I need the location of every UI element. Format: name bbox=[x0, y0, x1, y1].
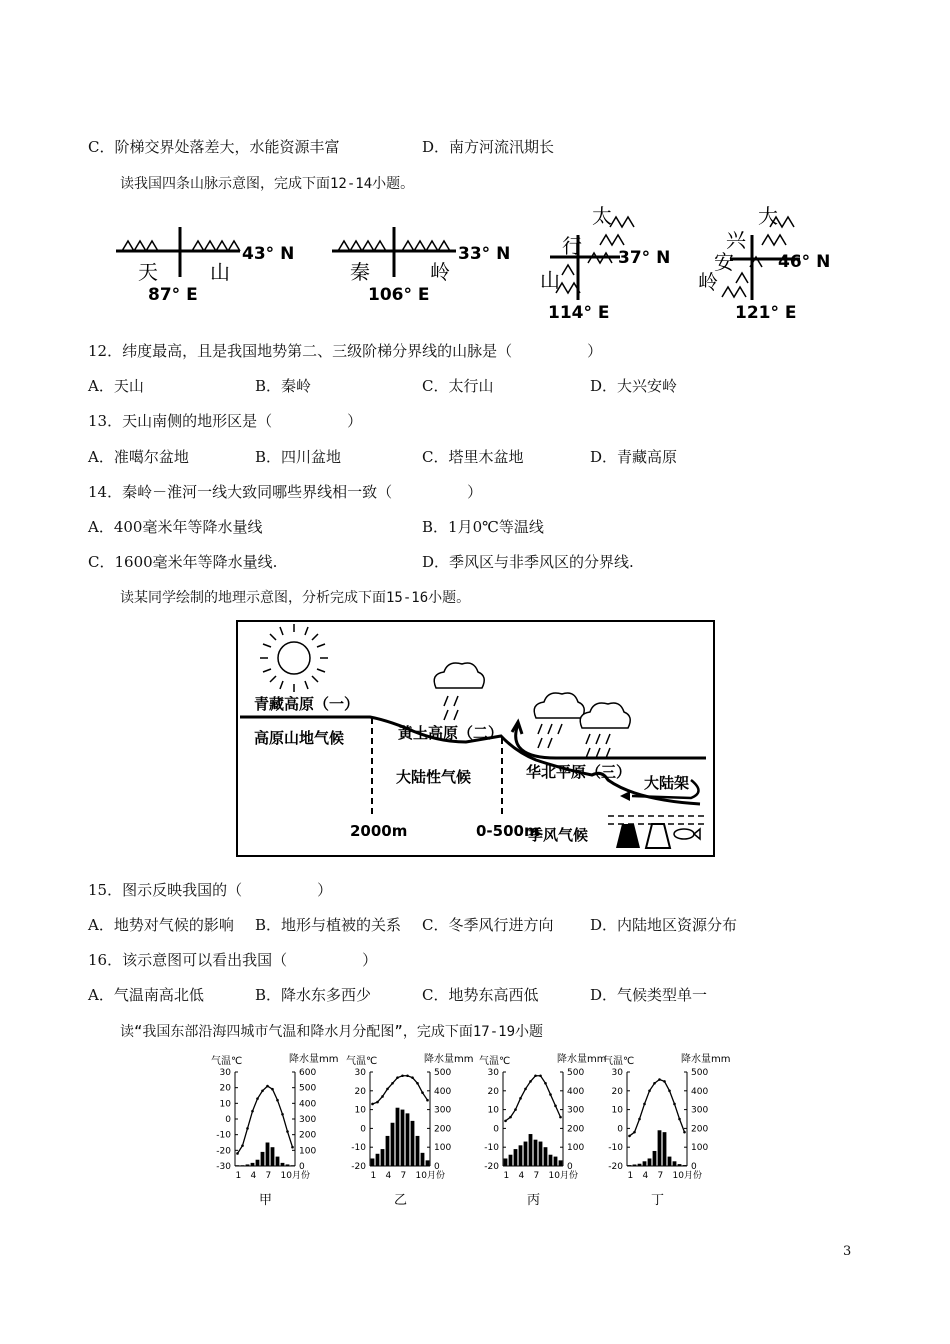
q13-stem: 13．天山南侧的地形区是（ ） bbox=[88, 412, 363, 430]
label-plateau-1: 青藏高原（一） bbox=[254, 695, 360, 713]
temp-point bbox=[281, 1113, 284, 1116]
temp-axis-label: 气温℃ bbox=[211, 1056, 243, 1067]
temp-tick-label: 10 bbox=[611, 1105, 623, 1116]
q15-option-c: C．冬季风行进方向 bbox=[422, 916, 554, 934]
label-climate-2: 大陆性气候 bbox=[396, 768, 472, 786]
intro-17-19: 读“我国东部沿海四城市气温和降水月分配图”，完成下面17-19小题 bbox=[120, 1024, 543, 1040]
temp-line bbox=[630, 1080, 685, 1136]
precip-bar bbox=[653, 1151, 657, 1166]
q14-option-a: A．400毫米年等降水量线 bbox=[88, 518, 263, 536]
precip-tick-label: 300 bbox=[434, 1105, 452, 1116]
temp-point bbox=[371, 1103, 374, 1106]
temp-tick-label: 10 bbox=[354, 1105, 366, 1116]
taihang-label-2: 行 bbox=[562, 234, 582, 258]
precip-tick-label: 0 bbox=[567, 1162, 573, 1172]
climate-chart-2 bbox=[346, 1052, 473, 1208]
precip-bar bbox=[514, 1149, 518, 1166]
temp-point bbox=[406, 1074, 409, 1077]
precip-bar bbox=[391, 1123, 395, 1166]
precip-bar bbox=[291, 1165, 295, 1166]
precip-bar bbox=[381, 1149, 385, 1166]
temp-point bbox=[559, 1116, 562, 1119]
precip-tick-label: 200 bbox=[691, 1124, 709, 1135]
precip-bar bbox=[256, 1160, 260, 1166]
q12-stem: 12．纬度最高，且是我国地势第二、三级阶梯分界线的山脉是（ ） bbox=[88, 342, 603, 360]
q14-option-d: D．季风区与非季风区的分界线. bbox=[422, 553, 634, 571]
temp-tick-label: 0 bbox=[617, 1124, 623, 1135]
precip-tick-label: 300 bbox=[567, 1105, 585, 1116]
precip-bar bbox=[663, 1132, 667, 1166]
temp-point bbox=[658, 1078, 661, 1081]
precip-bar bbox=[628, 1165, 632, 1166]
temp-tick-label: -10 bbox=[351, 1143, 366, 1154]
q12-option-d: D．大兴安岭 bbox=[590, 377, 678, 395]
chart-title: 甲 bbox=[259, 1193, 273, 1208]
precip-bar bbox=[519, 1145, 523, 1166]
temp-point bbox=[401, 1074, 404, 1077]
precip-bar bbox=[271, 1147, 275, 1166]
label-shelf: 大陆架 bbox=[644, 774, 690, 792]
temp-point bbox=[421, 1091, 424, 1094]
q16-option-a: A．气温南高北低 bbox=[88, 986, 204, 1004]
precip-bar bbox=[554, 1157, 558, 1166]
precip-bar bbox=[683, 1165, 687, 1166]
temp-point bbox=[514, 1108, 517, 1111]
precip-tick-label: 400 bbox=[691, 1086, 709, 1097]
label-climate-1: 高原山地气候 bbox=[254, 729, 345, 747]
q16-option-d: D．气候类型单一 bbox=[590, 986, 708, 1004]
temp-point bbox=[376, 1101, 379, 1104]
temp-point bbox=[291, 1146, 294, 1149]
temp-point bbox=[271, 1088, 274, 1091]
temp-point bbox=[668, 1090, 671, 1093]
precip-tick-label: 500 bbox=[299, 1083, 317, 1094]
qinling-label-1: 秦 bbox=[350, 260, 370, 284]
temp-tick-label: 20 bbox=[611, 1086, 623, 1097]
temp-tick-label: -20 bbox=[351, 1162, 366, 1172]
precip-axis-label: 降水量mm bbox=[289, 1054, 339, 1065]
x-tick-label: 7 bbox=[265, 1171, 272, 1181]
temp-point bbox=[554, 1105, 557, 1108]
temp-point bbox=[241, 1144, 244, 1147]
temp-point bbox=[638, 1118, 641, 1121]
q15-stem: 15．图示反映我国的（ ） bbox=[88, 881, 333, 899]
tianshan-lat: 43° N bbox=[242, 244, 295, 264]
chart-title: 丁 bbox=[651, 1193, 665, 1208]
x-tick-label: 7 bbox=[533, 1171, 540, 1181]
qinling-lat: 33° N bbox=[458, 244, 511, 264]
label-plateau-2: 黄土高原（二） bbox=[398, 724, 504, 742]
precip-bar bbox=[648, 1158, 652, 1166]
x-tick-label: 1 bbox=[627, 1171, 634, 1181]
precip-bar bbox=[261, 1152, 265, 1166]
x-tick-label: 4 bbox=[642, 1171, 649, 1181]
x-tick-label: 7 bbox=[657, 1171, 664, 1181]
temp-tick-label: -20 bbox=[216, 1146, 231, 1157]
temp-tick-label: 30 bbox=[487, 1068, 499, 1078]
precip-bar bbox=[668, 1157, 672, 1166]
mountain-ranges-figure bbox=[110, 205, 840, 325]
temp-tick-label: 30 bbox=[611, 1068, 623, 1078]
temp-tick-label: -20 bbox=[484, 1162, 499, 1172]
temp-tick-label: 30 bbox=[219, 1068, 231, 1078]
x-tick-label: 1 bbox=[370, 1171, 377, 1181]
precip-bar bbox=[276, 1157, 280, 1166]
q16-option-c: C．地势东高西低 bbox=[422, 986, 539, 1004]
dxal-label-1: 大 bbox=[758, 205, 778, 228]
temp-point bbox=[673, 1103, 676, 1106]
temp-point bbox=[246, 1127, 249, 1130]
precip-tick-label: 200 bbox=[434, 1124, 452, 1135]
climate-chart-4 bbox=[603, 1052, 730, 1208]
prev-option-d: D．南方河流汛期长 bbox=[422, 138, 555, 156]
precip-tick-label: 200 bbox=[299, 1130, 317, 1141]
taihang-label-3: 山 bbox=[540, 268, 560, 292]
precip-bar bbox=[246, 1164, 250, 1166]
precip-bar bbox=[251, 1163, 255, 1166]
precip-tick-label: 600 bbox=[299, 1068, 317, 1078]
temp-point bbox=[251, 1110, 254, 1113]
temp-point bbox=[524, 1088, 527, 1091]
temp-point bbox=[391, 1082, 394, 1085]
temp-axis-label: 气温℃ bbox=[603, 1056, 635, 1067]
chart-title: 丙 bbox=[527, 1193, 541, 1208]
q15-option-a: A．地势对气候的影响 bbox=[88, 916, 234, 934]
temp-point bbox=[261, 1090, 264, 1093]
dxal-lat: 46° N bbox=[778, 252, 831, 272]
x-tick-label: 4 bbox=[385, 1171, 392, 1181]
temp-point bbox=[539, 1074, 542, 1077]
q16-option-b: B．降水东多西少 bbox=[255, 986, 372, 1004]
precip-tick-label: 100 bbox=[434, 1143, 452, 1154]
temp-point bbox=[683, 1131, 686, 1134]
q14-option-c: C．1600毫米年等降水量线. bbox=[88, 553, 278, 571]
precip-tick-label: 100 bbox=[567, 1143, 585, 1154]
precip-bar bbox=[386, 1136, 390, 1166]
temp-point bbox=[534, 1074, 537, 1077]
precip-tick-label: 200 bbox=[567, 1124, 585, 1135]
precip-axis-label: 降水量mm bbox=[557, 1054, 607, 1065]
precip-tick-label: 500 bbox=[434, 1068, 452, 1078]
temp-tick-label: -10 bbox=[216, 1130, 231, 1141]
temp-line bbox=[506, 1076, 561, 1121]
precip-axis-label: 降水量mm bbox=[681, 1054, 731, 1065]
precip-tick-label: 0 bbox=[299, 1162, 305, 1172]
temp-point bbox=[529, 1080, 532, 1083]
temp-point bbox=[236, 1152, 239, 1155]
x-tick-label: 4 bbox=[250, 1171, 257, 1181]
precip-bar bbox=[281, 1163, 285, 1166]
x-tick-label: 10月份 bbox=[280, 1171, 310, 1181]
temp-tick-label: -30 bbox=[216, 1162, 231, 1172]
precip-tick-label: 300 bbox=[299, 1115, 317, 1125]
precip-tick-label: 100 bbox=[691, 1143, 709, 1154]
temp-tick-label: 10 bbox=[487, 1105, 499, 1116]
temp-tick-label: -10 bbox=[484, 1143, 499, 1154]
precip-bar bbox=[401, 1110, 405, 1166]
q12-option-a: A．天山 bbox=[88, 377, 144, 395]
precip-bar bbox=[643, 1161, 647, 1166]
temp-point bbox=[549, 1093, 552, 1096]
label-elev-2: 0-500m bbox=[476, 822, 540, 840]
page-number: 3 bbox=[843, 1244, 852, 1259]
precip-bar bbox=[411, 1121, 415, 1166]
temp-point bbox=[286, 1130, 289, 1133]
temp-point bbox=[509, 1116, 512, 1119]
temp-tick-label: -20 bbox=[608, 1162, 623, 1172]
climate-charts bbox=[205, 1050, 735, 1220]
temp-point bbox=[519, 1097, 522, 1100]
temp-tick-label: 20 bbox=[219, 1083, 231, 1094]
temp-tick-label: 0 bbox=[225, 1115, 231, 1125]
temp-line bbox=[373, 1076, 428, 1104]
x-tick-label: 1 bbox=[503, 1171, 510, 1181]
precip-tick-label: 400 bbox=[567, 1086, 585, 1097]
precip-bar bbox=[406, 1113, 410, 1166]
tianshan-label-2: 山 bbox=[210, 260, 230, 284]
taihang-lat: 37° N bbox=[618, 248, 671, 268]
intro-12-14: 读我国四条山脉示意图，完成下面12-14小题。 bbox=[120, 176, 415, 192]
tianshan-label-1: 天 bbox=[138, 260, 158, 284]
x-tick-label: 10月份 bbox=[415, 1171, 445, 1181]
label-plain-3: 华北平原（三） bbox=[526, 763, 632, 781]
temp-point bbox=[386, 1088, 389, 1091]
precip-bar bbox=[371, 1158, 375, 1166]
terrain-climate-diagram bbox=[236, 620, 716, 858]
tianshan-lon: 87° E bbox=[148, 285, 198, 305]
precip-tick-label: 500 bbox=[567, 1068, 585, 1078]
precip-bar bbox=[529, 1134, 533, 1166]
q14-stem: 14．秦岭－淮河一线大致同哪些界线相一致（ ） bbox=[88, 483, 483, 501]
q13-option-d: D．青藏高原 bbox=[590, 448, 678, 466]
q13-option-a: A．准噶尔盆地 bbox=[88, 448, 189, 466]
temp-point bbox=[276, 1099, 279, 1102]
precip-bar bbox=[534, 1140, 538, 1166]
temp-point bbox=[648, 1090, 651, 1093]
temp-point bbox=[504, 1120, 507, 1123]
temp-axis-label: 气温℃ bbox=[479, 1056, 511, 1067]
precip-bar bbox=[426, 1160, 430, 1166]
precip-tick-label: 300 bbox=[691, 1105, 709, 1116]
temp-point bbox=[256, 1097, 259, 1100]
precip-bar bbox=[559, 1160, 563, 1166]
x-tick-label: 10月份 bbox=[548, 1171, 578, 1181]
precip-bar bbox=[638, 1164, 642, 1166]
qinling-lon: 106° E bbox=[368, 285, 430, 305]
precip-bar bbox=[236, 1165, 240, 1166]
intro-15-16: 读某同学绘制的地理示意图，分析完成下面15-16小题。 bbox=[120, 590, 471, 606]
temp-tick-label: 20 bbox=[354, 1086, 366, 1097]
precip-bar bbox=[658, 1130, 662, 1166]
temp-point bbox=[544, 1082, 547, 1085]
q12-option-c: C．太行山 bbox=[422, 377, 494, 395]
precip-tick-label: 400 bbox=[434, 1086, 452, 1097]
precip-tick-label: 0 bbox=[691, 1162, 697, 1172]
precip-bar bbox=[421, 1153, 425, 1166]
temp-tick-label: 0 bbox=[493, 1124, 499, 1135]
x-tick-label: 7 bbox=[400, 1171, 407, 1181]
temp-point bbox=[411, 1076, 414, 1079]
x-tick-label: 10月份 bbox=[672, 1171, 702, 1181]
precip-bar bbox=[266, 1143, 270, 1167]
dxal-label-2: 兴 bbox=[726, 228, 746, 252]
climate-chart-1 bbox=[211, 1052, 338, 1208]
temp-point bbox=[663, 1080, 666, 1083]
temp-axis-label: 气温℃ bbox=[346, 1056, 378, 1067]
tianshan-diagram bbox=[116, 227, 294, 305]
temp-point bbox=[628, 1135, 631, 1138]
precip-bar bbox=[376, 1154, 380, 1166]
precip-axis-label: 降水量mm bbox=[424, 1054, 474, 1065]
temp-point bbox=[381, 1095, 384, 1098]
temp-point bbox=[416, 1082, 419, 1085]
qinling-label-2: 岭 bbox=[430, 260, 450, 284]
chart-title: 乙 bbox=[394, 1193, 408, 1208]
q13-option-c: C．塔里木盆地 bbox=[422, 448, 524, 466]
precip-bar bbox=[539, 1142, 543, 1166]
x-tick-label: 1 bbox=[235, 1171, 242, 1181]
q13-option-b: B．四川盆地 bbox=[255, 448, 342, 466]
precip-bar bbox=[286, 1164, 290, 1166]
temp-point bbox=[653, 1082, 656, 1085]
q12-option-b: B．秦岭 bbox=[255, 377, 312, 395]
temp-line bbox=[238, 1086, 293, 1153]
precip-bar bbox=[678, 1164, 682, 1166]
temp-tick-label: 20 bbox=[487, 1086, 499, 1097]
temp-tick-label: 0 bbox=[360, 1124, 366, 1135]
taihang-label-1: 太 bbox=[592, 205, 612, 228]
q16-stem: 16．该示意图可以看出我国（ ） bbox=[88, 951, 378, 969]
q15-option-d: D．内陆地区资源分布 bbox=[590, 916, 738, 934]
temp-tick-label: 10 bbox=[219, 1099, 231, 1110]
precip-tick-label: 400 bbox=[299, 1099, 317, 1110]
precip-bar bbox=[509, 1155, 513, 1166]
daxinganling-diagram bbox=[698, 205, 830, 323]
q15-option-b: B．地形与植被的关系 bbox=[255, 916, 402, 934]
label-elev-1: 2000m bbox=[350, 822, 408, 840]
precip-tick-label: 0 bbox=[434, 1162, 440, 1172]
temp-point bbox=[678, 1118, 681, 1121]
precip-tick-label: 500 bbox=[691, 1068, 709, 1078]
precip-bar bbox=[504, 1158, 508, 1166]
taihang-lon: 114° E bbox=[548, 303, 610, 323]
temp-point bbox=[633, 1131, 636, 1134]
dxal-label-3: 安 bbox=[714, 250, 734, 274]
precip-tick-label: 100 bbox=[299, 1146, 317, 1157]
dxal-lon: 121° E bbox=[735, 303, 797, 323]
taihang-diagram bbox=[540, 205, 670, 323]
precip-bar bbox=[396, 1108, 400, 1166]
dxal-label-4: 岭 bbox=[698, 270, 718, 294]
climate-chart-3 bbox=[479, 1052, 606, 1208]
temp-tick-label: 30 bbox=[354, 1068, 366, 1078]
precip-bar bbox=[524, 1142, 528, 1166]
precip-bar bbox=[673, 1161, 677, 1166]
qinling-diagram bbox=[332, 227, 510, 305]
precip-bar bbox=[633, 1164, 637, 1166]
temp-point bbox=[266, 1085, 269, 1088]
label-climate-3: 季风气候 bbox=[528, 826, 589, 844]
precip-bar bbox=[416, 1136, 420, 1166]
precip-bar bbox=[544, 1147, 548, 1166]
prev-option-c: C．阶梯交界处落差大，水能资源丰富 bbox=[88, 138, 340, 156]
precip-bar bbox=[241, 1165, 245, 1166]
q14-option-b: B．1月0℃等温线 bbox=[422, 518, 544, 536]
precip-bar bbox=[549, 1155, 553, 1166]
temp-point bbox=[426, 1099, 429, 1102]
temp-tick-label: -10 bbox=[608, 1143, 623, 1154]
x-tick-label: 4 bbox=[518, 1171, 525, 1181]
temp-point bbox=[396, 1076, 399, 1079]
temp-point bbox=[643, 1103, 646, 1106]
